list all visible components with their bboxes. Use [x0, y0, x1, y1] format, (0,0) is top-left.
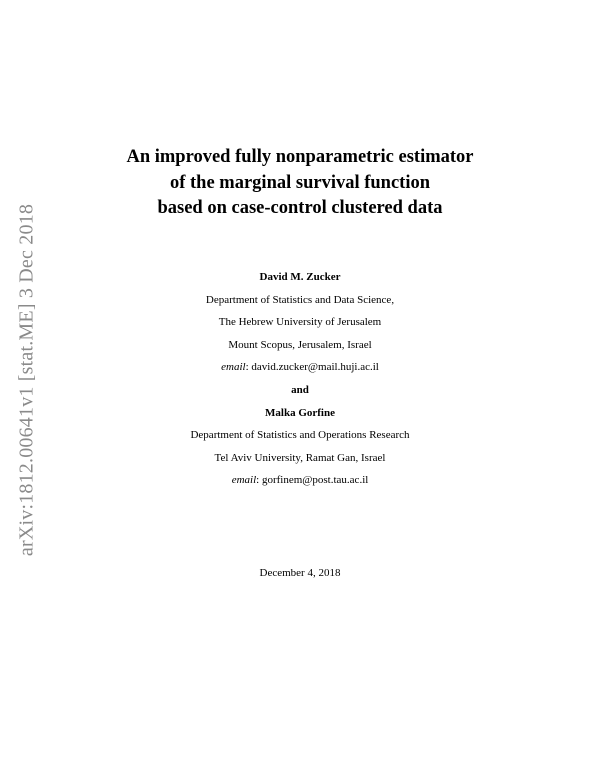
author-1-email: : david.zucker@mail.huji.ac.il: [245, 361, 379, 374]
author-1-email-label: email: [221, 361, 246, 374]
author-1-name: David M. Zucker: [259, 271, 341, 283]
author-2-email: : gorfinem@post.tau.ac.il: [256, 474, 369, 487]
author-1-affiliation-line-3: Mount Scopus, Jerusalem, Israel: [228, 338, 372, 351]
author-2-email-label: email: [231, 474, 257, 487]
author-1-email-line: [0, 356, 600, 379]
author-2-affiliation-line-2: Tel Aviv University, Ramat Gan, Israel: [214, 451, 386, 464]
author-conjunction: and: [291, 383, 309, 396]
author-1-affiliation-line-2: The Hebrew University of Jerusalem: [218, 316, 382, 329]
title-line-2: of the marginal survival function: [169, 172, 431, 193]
title-line-1: An improved fully nonparametric estimator: [126, 147, 474, 167]
author-2-email-line: [0, 469, 600, 492]
author-2-affiliation-line-1: Department of Statistics and Operations Research: [190, 429, 410, 442]
paper-date: December 4, 2018: [259, 567, 341, 579]
author-1-affiliation-line-1: Department of Statistics and Data Science,: [205, 293, 395, 306]
title-line-3: based on case-control clustered data: [157, 198, 443, 218]
paper-title: [0, 145, 600, 222]
author-block: [0, 266, 600, 492]
author-2-name: Malka Gorfine: [265, 406, 335, 419]
arxiv-identifier: arXiv:1812.00641v1 [stat.ME] 3 Dec 2018: [15, 203, 38, 557]
